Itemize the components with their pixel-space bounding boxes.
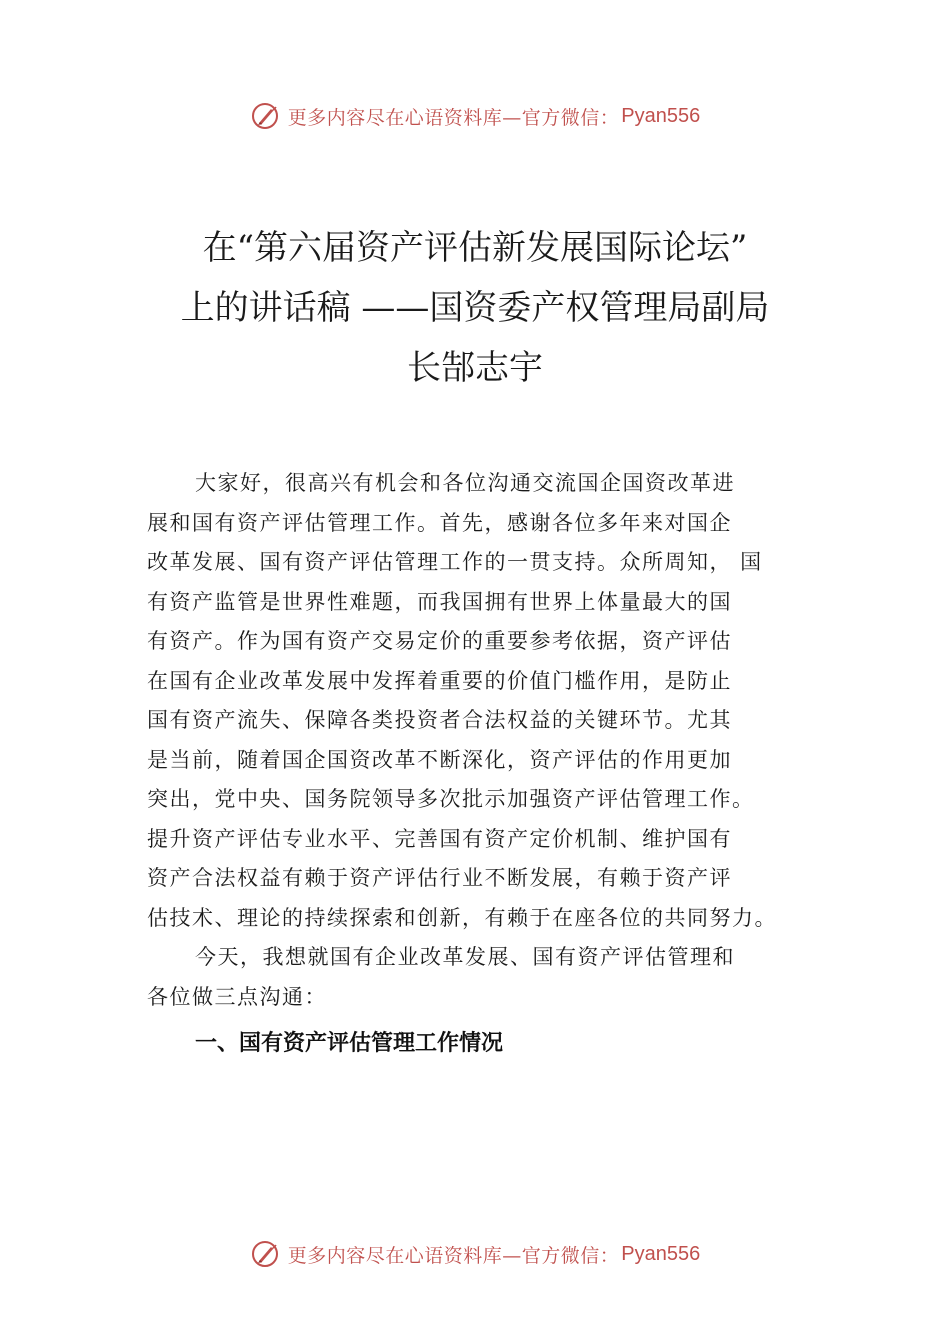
watermark-wechat-id: Pyan556 (621, 1242, 701, 1265)
document-title (150, 218, 800, 398)
watermark-text: 更多内容尽在心语资料库—官方微信： (287, 1244, 620, 1267)
body-line: 资产合法权益有赖于资产评估行业不断发展，有赖于资产评 (147, 866, 732, 890)
quill-pen-logo-icon (250, 101, 280, 131)
body-line: 国有资产流失、保障各类投资者合法权益的关键环节。尤其 (147, 708, 732, 732)
watermark-wechat-id: Pyan556 (621, 104, 701, 127)
quill-pen-logo-icon (250, 1239, 280, 1269)
body-line: 展和国有资产评估管理工作。首先，感谢各位多年来对国企 (147, 510, 732, 535)
watermark-text: 更多内容尽在心语资料库—官方微信： (287, 106, 620, 129)
title-line-1: 在“第六届资产评估新发展国际论坛” (202, 228, 748, 268)
body-line: 改革发展、国有资产评估管理工作的一贯支持。众所周知， 国 (147, 550, 763, 574)
body-line: 大家好，很高兴有机会和各位沟通交流国企国资改革进 (195, 471, 735, 495)
section-heading: 一、国有资产评估管理工作情况 (195, 1031, 504, 1056)
title-line-3: 长郜志宇 (407, 348, 543, 388)
title-line-2: 上的讲话稿 ——国资委产权管理局副局 (180, 288, 770, 328)
body-line: 有资产监管是世界性难题，而我国拥有世界上体量最大的国 (147, 589, 732, 614)
watermark-header (0, 96, 950, 136)
body-line: 各位做三点沟通： (147, 984, 327, 1009)
body-line: 在国有企业改革发展中发挥着重要的价值门槛作用，是防止 (147, 668, 732, 693)
body-line: 今天，我想就国有企业改革发展、国有资产评估管理和 (195, 945, 735, 969)
body-line: 是当前，随着国企国资改革不断深化，资产评估的作用更加 (147, 747, 732, 772)
body-line: 提升资产评估专业水平、完善国有资产定价机制、维护国有 (147, 826, 732, 851)
document-body (147, 464, 837, 1017)
body-line: 突出，党中央、国务院领导多次批示加强资产评估管理工作。 (147, 787, 755, 811)
body-line: 有资产。作为国有资产交易定价的重要参考依据，资产评估 (147, 629, 732, 653)
body-line: 估技术、理论的持续探索和创新，有赖于在座各位的共同努力。 (147, 905, 777, 930)
watermark-footer (0, 1234, 950, 1274)
